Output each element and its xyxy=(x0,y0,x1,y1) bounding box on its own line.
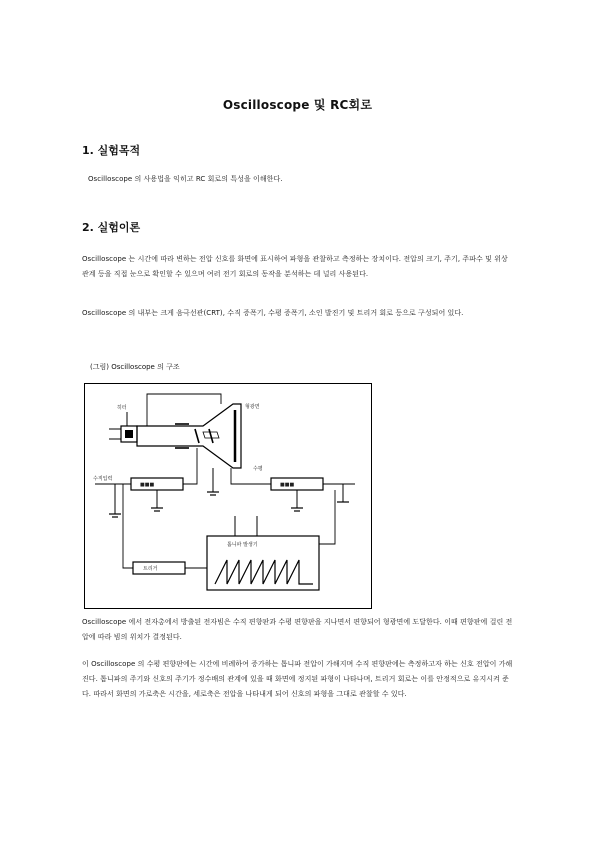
heater-label: 히터 xyxy=(117,405,127,411)
trigger-feed-wire xyxy=(123,484,133,568)
body-paragraph-2: 이 Oscilloscope 의 수평 편향판에는 시간에 비례하여 증가하는 톱니파 전압이 가해지며 수직 편향판에는 측정하고자 하는 신호 전압이 가해진다. 톱니파의 주기와 신호의 주기가 정수배의 관계에 있을 때 화면에 정지된 파형이 나타나며, 트리거 회로는 이를 안정적으로 유지시켜 준다. 따라서 화면의 가로축은 시간을, 세로축은 전압을 나타내게 되어 신호의 파형을 그대로 관찰할 수 있다. xyxy=(82,660,513,698)
vertical-amp-label: ■■■ xyxy=(140,482,155,488)
horizontal-amp-label: ■■■ xyxy=(280,482,295,488)
sweep-label: 톱니파 발생기 xyxy=(227,542,258,548)
sawtooth-wave xyxy=(215,560,313,584)
theory-paragraph-1: Oscilloscope 는 시간에 따라 변하는 전압 신호를 화면에 표시하여 파형을 관찰하고 측정하는 장치이다. 전압의 크기, 주기, 주파수 및 위상 관계 등을 직접 눈으로 확인할 수 있으며 여러 전기 회로의 동작을 분석하는 데 널리 사용된다. xyxy=(82,255,508,278)
theory-paragraph-2: Oscilloscope 의 내부는 크게 음극선관(CRT), 수직 증폭기, 수평 증폭기, 소인 발진기 및 트리거 회로 등으로 구성되어 있다. xyxy=(82,309,464,317)
oscilloscope-diagram xyxy=(84,383,372,609)
figure-caption: (그림) Oscilloscope 의 구조 xyxy=(90,363,180,371)
horizontal-plate-left xyxy=(195,429,199,443)
section-heading-purpose: 1. 실험목적 xyxy=(82,144,141,157)
document-title: Oscilloscope 및 RC회로 xyxy=(222,98,373,112)
amp-to-plate-wire xyxy=(183,448,197,484)
diagram-svg xyxy=(85,384,373,610)
screen-label: 형광면 xyxy=(245,404,260,410)
body-paragraph-1: Oscilloscope 에서 전자총에서 방출된 전자빔은 수직 편향판과 수평 편향판을 지나면서 편향되어 형광면에 도달한다. 이때 편향판에 걸린 전압에 따라 빔의 위치가 결정된다. xyxy=(82,618,513,641)
sweep-to-h-amp-wire xyxy=(319,490,335,544)
purpose-paragraph: Oscilloscope 의 사용법을 익히고 RC 회로의 특성을 이해한다. xyxy=(88,175,283,183)
h-amp-to-plate-wire xyxy=(231,468,271,484)
cathode-icon xyxy=(125,430,133,438)
horizontal-amplifier-box xyxy=(271,478,323,490)
horizontal-label: 수평 xyxy=(253,466,263,472)
vertical-input-label: 수직입력 xyxy=(93,476,113,482)
vertical-amplifier-box xyxy=(131,478,183,490)
horizontal-plate-right xyxy=(209,429,213,443)
trigger-box xyxy=(133,562,185,574)
trigger-label: 트리거 xyxy=(143,566,158,572)
section-heading-theory: 2. 실험이론 xyxy=(82,221,141,234)
crt-tube-icon xyxy=(137,404,241,468)
